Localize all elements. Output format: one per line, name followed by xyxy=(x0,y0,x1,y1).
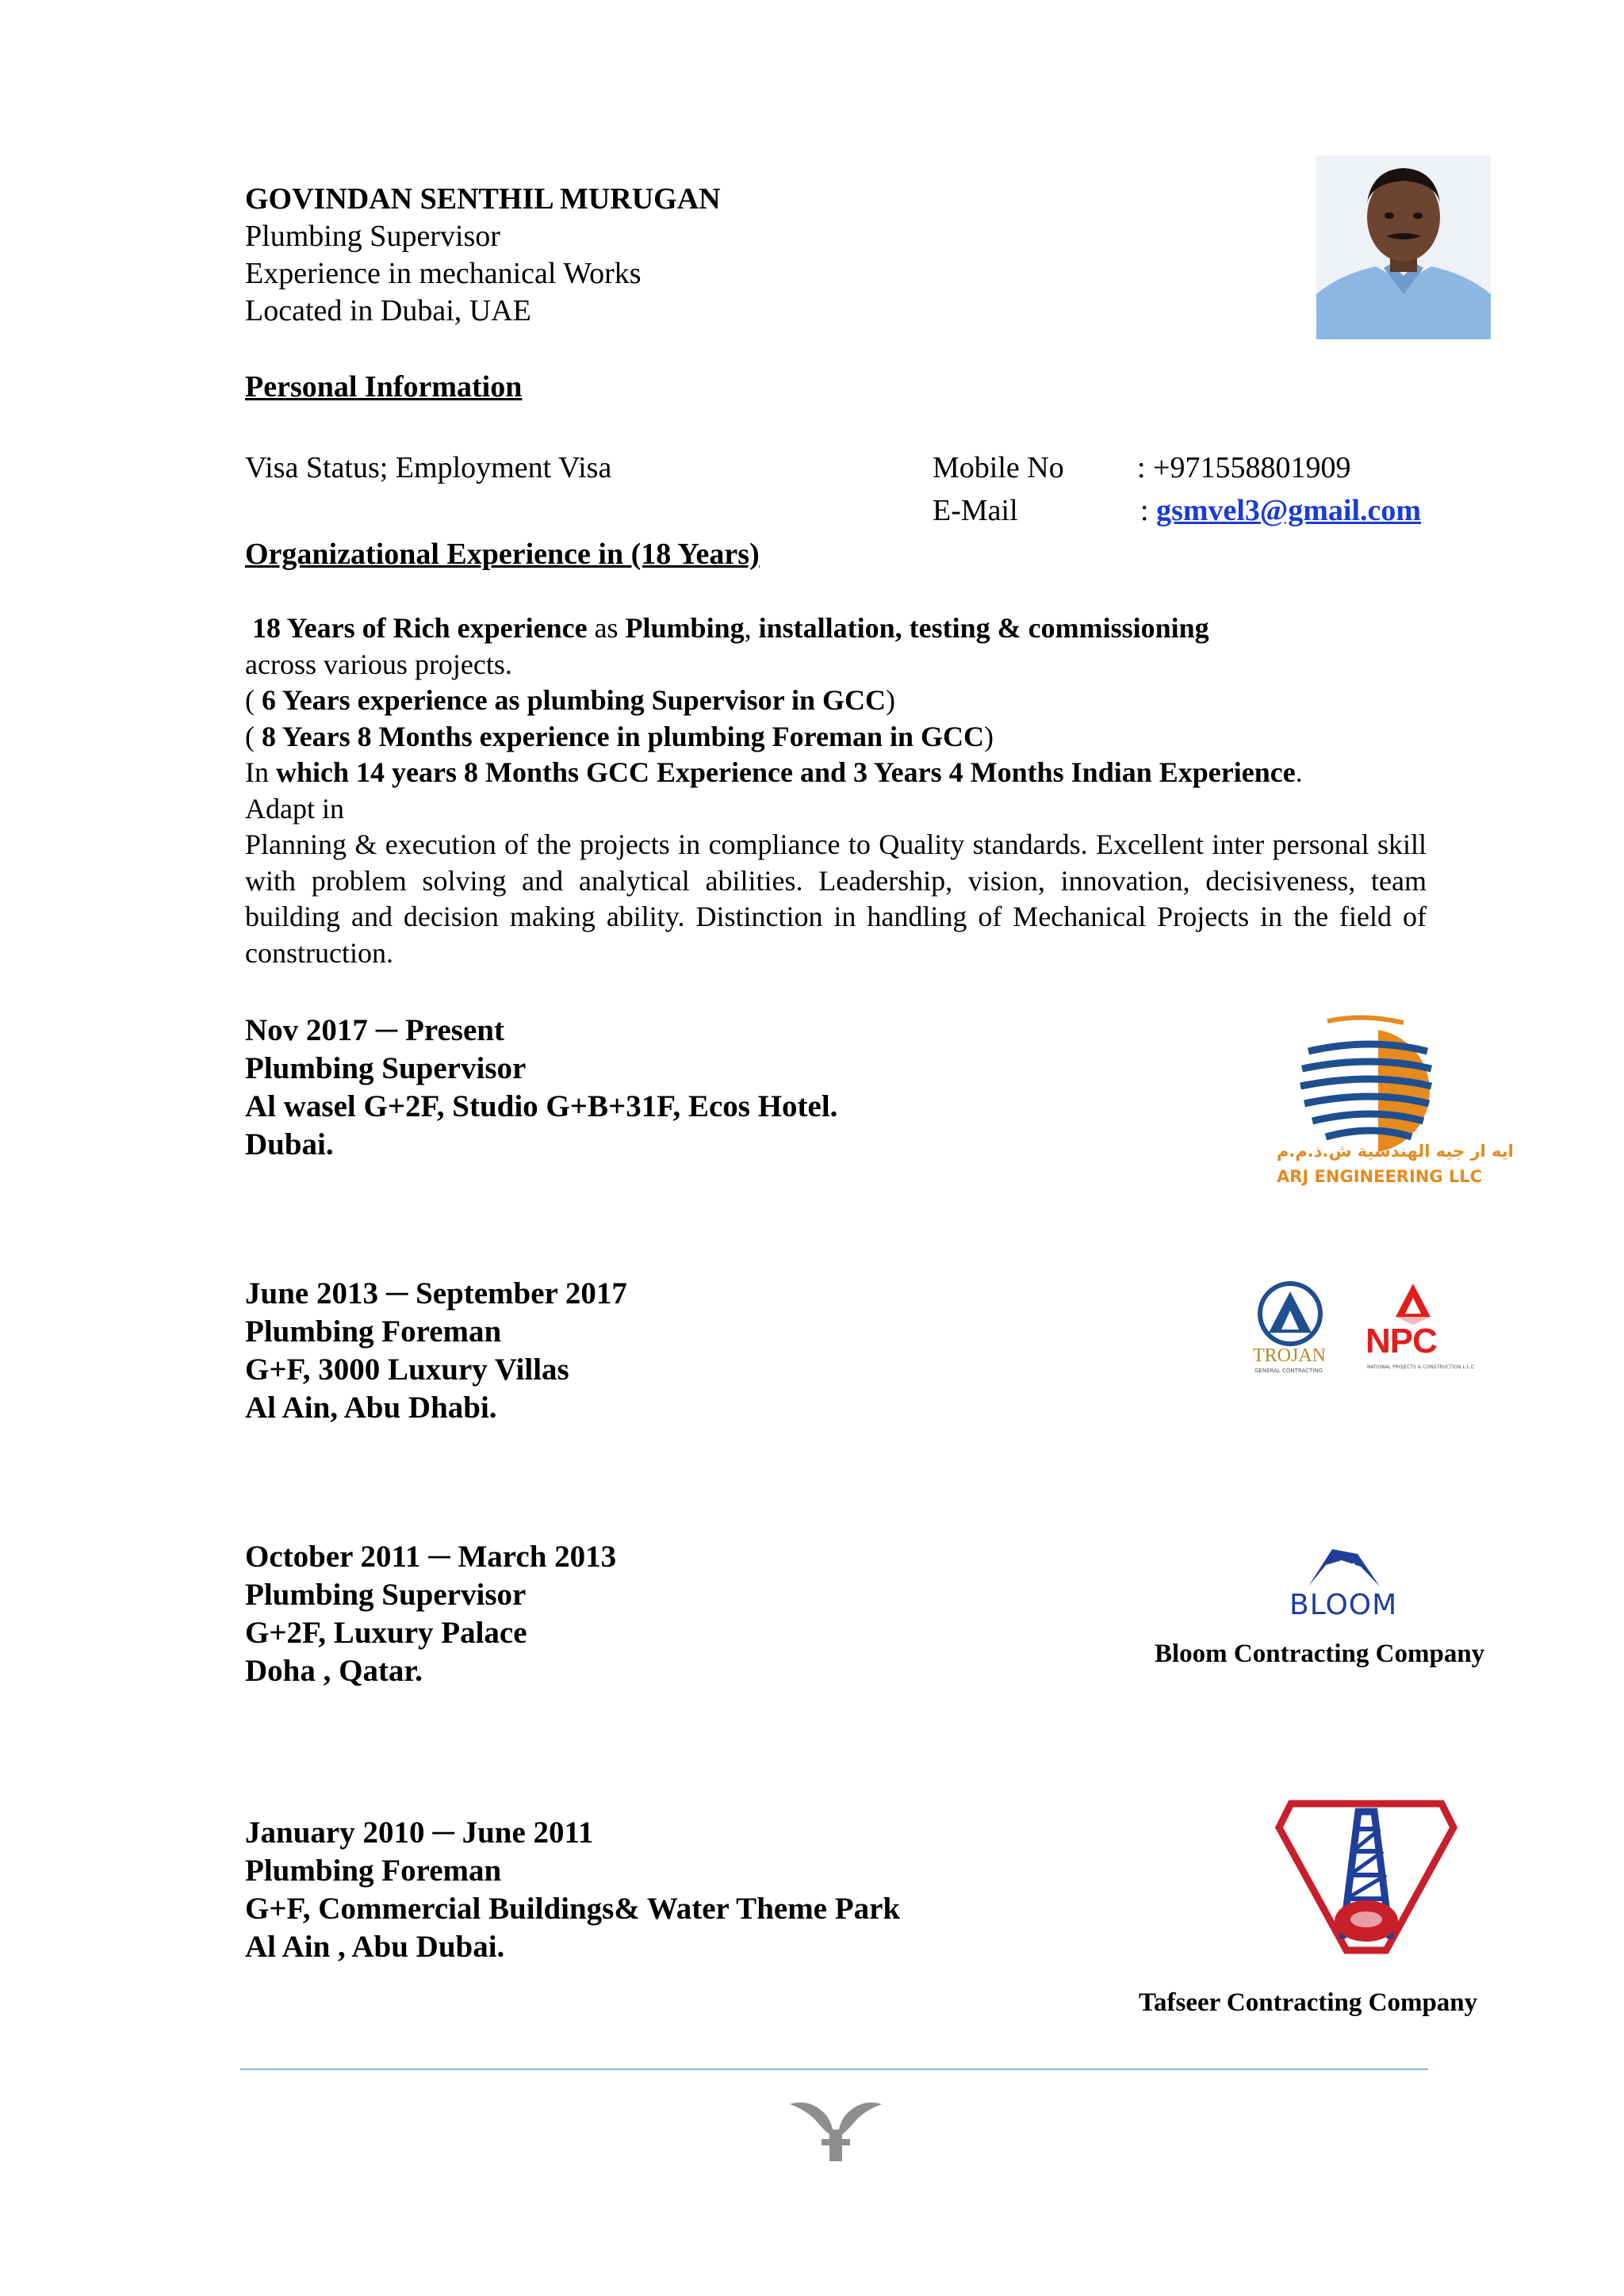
bloom-logo xyxy=(1285,1543,1404,1626)
job-role: Plumbing Foreman xyxy=(245,1854,502,1888)
email-link[interactable]: gsmvel3@gmail.com xyxy=(1156,494,1422,527)
trojan-logo xyxy=(1247,1280,1334,1380)
trojan-subtext: GENERAL CONTRACTING xyxy=(1254,1368,1323,1374)
tafseer-logo xyxy=(1267,1780,1465,1970)
mobile-label: Mobile No xyxy=(933,451,1064,484)
job-period: Nov 2017 ─ Present xyxy=(245,1013,504,1047)
npc-logo xyxy=(1364,1280,1475,1380)
visa-status: Visa Status; Employment Visa xyxy=(245,451,612,484)
mobile-value: : +971558801909 xyxy=(1137,451,1351,484)
job-entry-4 xyxy=(245,1814,900,1966)
tafseer-caption: Tafseer Contracting Company xyxy=(1139,1988,1478,2017)
email-label: E-Mail xyxy=(933,494,1018,527)
summary-line-4: ( 8 Years 8 Months experience in plumbing Foreman in GCC) xyxy=(245,720,994,752)
bloom-caption: Bloom Contracting Company xyxy=(1155,1640,1485,1668)
footer-emblem-icon xyxy=(787,2093,885,2164)
npc-text: NPC xyxy=(1365,1322,1437,1360)
summary-line-2: across various projects. xyxy=(245,648,512,680)
job-place: Dubai. xyxy=(245,1127,334,1161)
job-period: October 2011 ─ March 2013 xyxy=(245,1540,617,1574)
job-period: June 2013 ─ September 2017 xyxy=(245,1276,627,1311)
candidate-name: GOVINDAN SENTHIL MURUGAN xyxy=(245,182,721,216)
job-project: Al wasel G+2F, Studio G+B+31F, Ecos Hotel. xyxy=(245,1089,838,1123)
summary-line-5: In which 14 years 8 Months GCC Experience and 3 Years 4 Months Indian Experience. xyxy=(245,756,1303,788)
email-colon: : xyxy=(1140,494,1149,527)
trojan-text: TROJAN xyxy=(1253,1345,1327,1366)
arj-arabic-text: ايه ار جيه الهندسية ش.ذ.م.م xyxy=(1277,1142,1514,1161)
job-place: Al Ain, Abu Dhabi. xyxy=(245,1391,497,1425)
org-experience-heading: Organizational Experience in (18 Years) xyxy=(245,538,760,571)
job-place: Doha , Qatar. xyxy=(245,1654,423,1688)
job-role: Plumbing Supervisor xyxy=(245,1051,527,1085)
job-role: Plumbing Supervisor xyxy=(245,1578,527,1612)
job-project: G+2F, Luxury Palace xyxy=(245,1616,527,1650)
job-project: G+F, 3000 Luxury Villas xyxy=(245,1353,569,1387)
candidate-title: Plumbing Supervisor xyxy=(245,220,500,253)
experience-summary xyxy=(245,610,1427,971)
candidate-experience: Experience in mechanical Works xyxy=(245,257,642,290)
job-period: January 2010 ─ June 2011 xyxy=(245,1816,594,1850)
summary-paragraph: Planning & execution of the projects in compliance to Quality standards. Excellent inter personal skill with problem solving and analytical abilities. Leadership, vision, innovation, decisiveness, team building and decision making ability. Distinction in handling of Mechanical Projects in the field of construction. xyxy=(245,828,1427,969)
candidate-location: Located in Dubai, UAE xyxy=(245,294,531,327)
footer-divider xyxy=(240,2068,1428,2070)
job-entry-2 xyxy=(245,1275,627,1427)
arj-name-text: ARJ ENGINEERING LLC xyxy=(1277,1167,1483,1186)
summary-line-6: Adapt in xyxy=(245,792,344,825)
bloom-text: BLOOM xyxy=(1289,1589,1398,1621)
summary-line-1: 18 Years of Rich experience as Plumbing, installation, testing & commissioning xyxy=(252,612,1209,644)
job-entry-3 xyxy=(245,1538,616,1690)
job-role: Plumbing Foreman xyxy=(245,1314,502,1349)
personal-info-heading: Personal Information xyxy=(245,370,523,404)
arj-engineering-logo xyxy=(1261,1013,1514,1196)
npc-subtext: NATIONAL PROJECTS & CONSTRUCTION L.L.C xyxy=(1367,1364,1475,1370)
job-place: Al Ain , Abu Dubai. xyxy=(245,1930,505,1964)
profile-photo xyxy=(1316,155,1491,339)
email-field xyxy=(1140,493,1421,528)
job-entry-1 xyxy=(245,1012,837,1164)
job-project: G+F, Commercial Buildings& Water Theme Park xyxy=(245,1892,901,1926)
summary-line-3: ( 6 Years experience as plumbing Supervisor in GCC) xyxy=(245,684,896,716)
